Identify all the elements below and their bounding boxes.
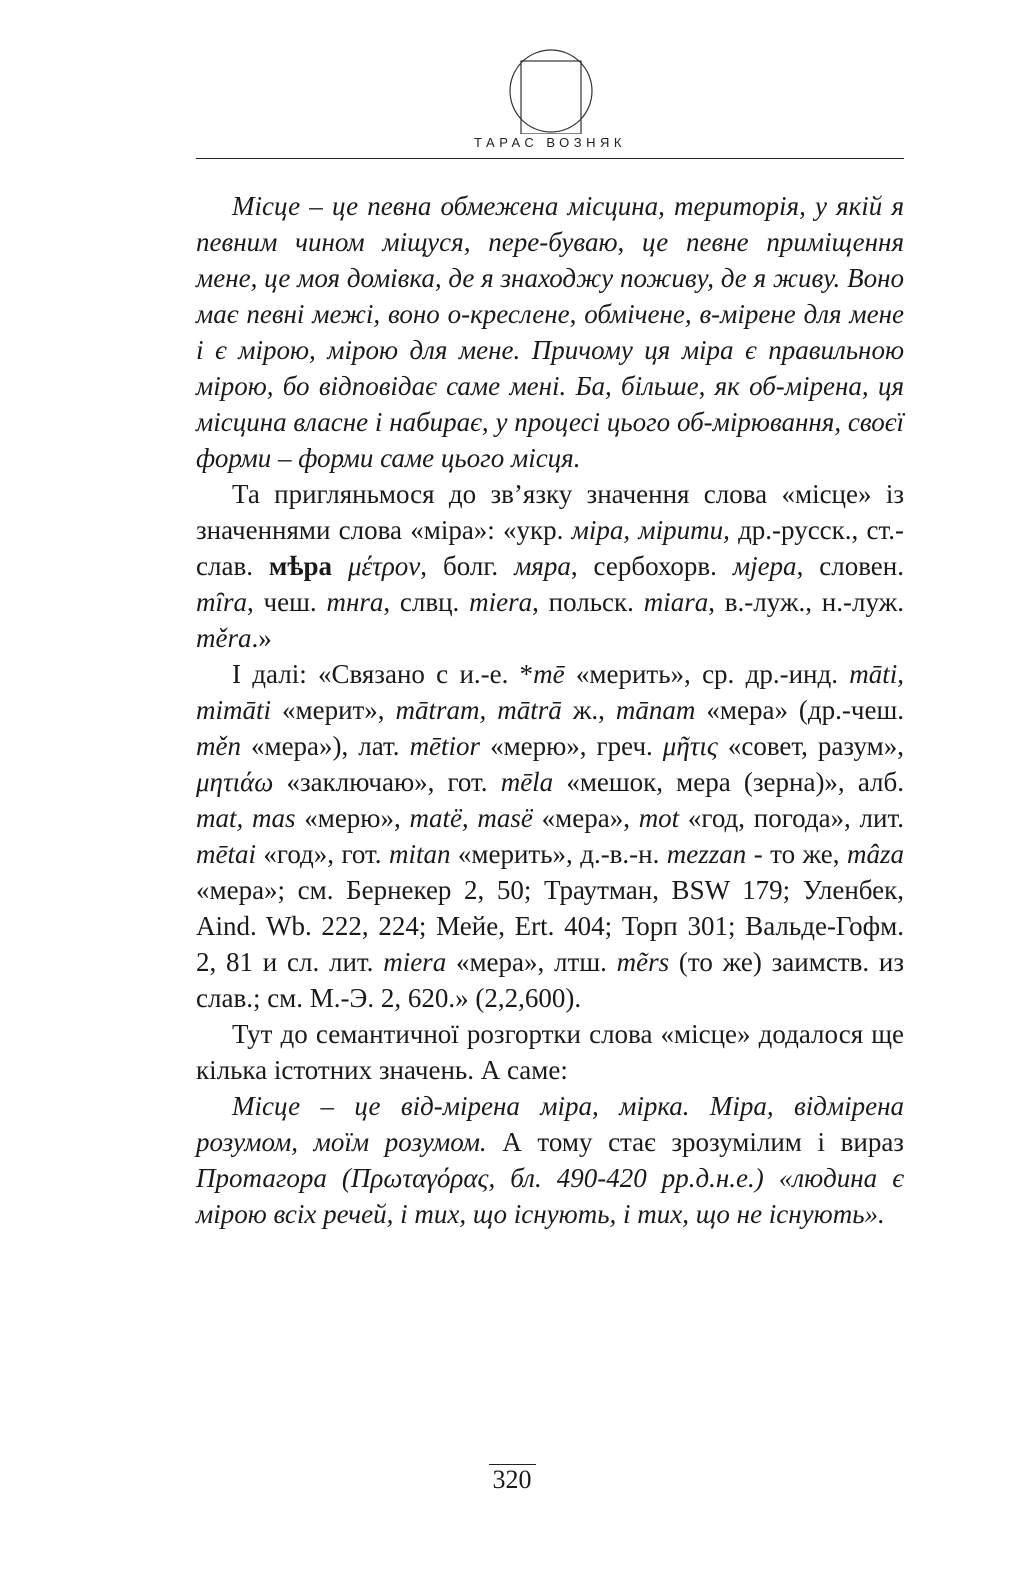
text-run: měn [196, 731, 241, 761]
text-run: , словен. [796, 551, 904, 581]
text-run: міра, мірити, [571, 515, 730, 545]
header-rule [196, 158, 904, 159]
text-run: mat, mas [196, 803, 296, 833]
text-run: Тут до семантичної розгортки слова «місце» додалося ще кілька істотних значень. А саме: [196, 1019, 904, 1085]
paragraph [196, 1088, 904, 1232]
text-run: - то же, [746, 839, 847, 869]
text-run: мяра [514, 551, 571, 581]
text-run: «мерю», греч. [480, 731, 663, 761]
text-run: μῆτις [662, 731, 718, 761]
text-run: mȋra [196, 587, 248, 617]
text-run: , польск. [532, 587, 644, 617]
text-run: І далі: «Связано с и.-е. * [232, 659, 534, 689]
text-run: «заключаю», гот. [273, 767, 501, 797]
page-number-container [0, 1464, 1024, 1495]
paragraph [196, 656, 904, 1016]
text-run: Місце – це певна обмежена місцина, територія, у якій я певним чином міщуся, пере-буваю, це певне приміщення мене, це моя домівка, де я знаходжу поживу, де я живу. Воно має певні межі, воно о-креслене, обмічене, в-мірене для мене і є мірою, мірою для мене. Причому ця міра є правильною мірою, бо відповідає саме мені. Ба, більше, як об-мірена, ця місцина власне і набирає, у процесі цього об-мірювання, своєї форми – форми саме цього місця. [196, 191, 904, 473]
text-run: ж., [561, 695, 616, 725]
text-run: mezzan [666, 839, 747, 869]
text-run: «мешок, мера (зерна)», алб. [553, 767, 905, 797]
running-header-author: ТАРАС ВОЗНЯК [474, 135, 626, 150]
text-run: mitan [388, 839, 451, 869]
text-run: měra [196, 623, 252, 653]
text-run: Та пригляньмося до зв’язку значення слова «місце» із значеннями слова «міра»: «укр. [196, 479, 904, 545]
text-run: miera [469, 587, 533, 617]
text-run: mâza [846, 839, 904, 869]
text-run: mнra [326, 587, 384, 617]
text-run: mēla [500, 767, 554, 797]
text-run: mot [638, 803, 680, 833]
text-run: miara [643, 587, 709, 617]
text-run: mē [533, 659, 565, 689]
text-run: «мерить», д.-в.-н. [450, 839, 667, 869]
text-run: māti, mimāti [196, 659, 904, 725]
text-run: .» [251, 623, 272, 653]
text-run: «мера», [532, 803, 639, 833]
body-text [196, 188, 904, 1232]
text-run: mētai [196, 839, 256, 869]
text-run: «мера»; см. Бернекер 2, 50; Траутман, BSW 179; Уленбек, Aind. Wb. 222, 224; Мейе, Ert. 404; Торп 301; Вальде-Гофм. 2, 81 и сл. лит. [196, 875, 904, 977]
text-run: др.-русск., ст.-слав. [196, 515, 905, 581]
text-run: мѣра [268, 551, 333, 581]
text-run: А тому стає зрозумілим і вираз [486, 1127, 904, 1157]
text-run: μητιάω [196, 767, 274, 797]
text-run: , в.-луж., н.-луж. [708, 587, 905, 617]
text-run: mātram, mātrā [395, 695, 562, 725]
text-run: Протагора (Πρωταγόρας, бл. 490-420 рр.д.н.е.) «людина є мірою всіх речей, і тих, що існують, і тих, що не існують». [196, 1163, 904, 1229]
text-run: «год», гот. [256, 839, 389, 869]
paragraph [196, 1016, 904, 1088]
text-run: мjера [732, 551, 797, 581]
text-run: Місце – це від-мірена міра, мірка. Міра, відмірена розумом, моїм розумом. [196, 1091, 904, 1157]
text-run: mẽrs [616, 947, 670, 977]
text-run: μέτρον [347, 551, 421, 581]
text-run: «мерить», ср. др.-инд. [564, 659, 850, 689]
text-run: , чеш. [247, 587, 327, 617]
text-run [332, 551, 348, 581]
text-run: miera [383, 947, 447, 977]
text-run: mānam [615, 695, 696, 725]
circle-square-emblem-icon [508, 48, 594, 134]
text-run: «мера», лтш. [446, 947, 617, 977]
text-run: , сербохорв. [570, 551, 733, 581]
text-run: mētior [409, 731, 481, 761]
text-run: , слвц. [383, 587, 470, 617]
text-run: «мера» (др.-чеш. [695, 695, 905, 725]
text-run: «совет, разум», [717, 731, 904, 761]
paragraph [196, 476, 904, 656]
text-run: matë, masë [409, 803, 533, 833]
text-run: «мера»), лат. [240, 731, 410, 761]
text-run: «мерю», [295, 803, 410, 833]
text-run: , болг. [420, 551, 515, 581]
paragraph [196, 188, 904, 476]
text-run: «год, погода», лит. [679, 803, 904, 833]
page-number: 320 [489, 1464, 536, 1495]
text-run: «мерит», [271, 695, 396, 725]
text-run: (то же) заимств. из слав.; см. М.-Э. 2, 620.» (2,2,600). [196, 947, 904, 1013]
